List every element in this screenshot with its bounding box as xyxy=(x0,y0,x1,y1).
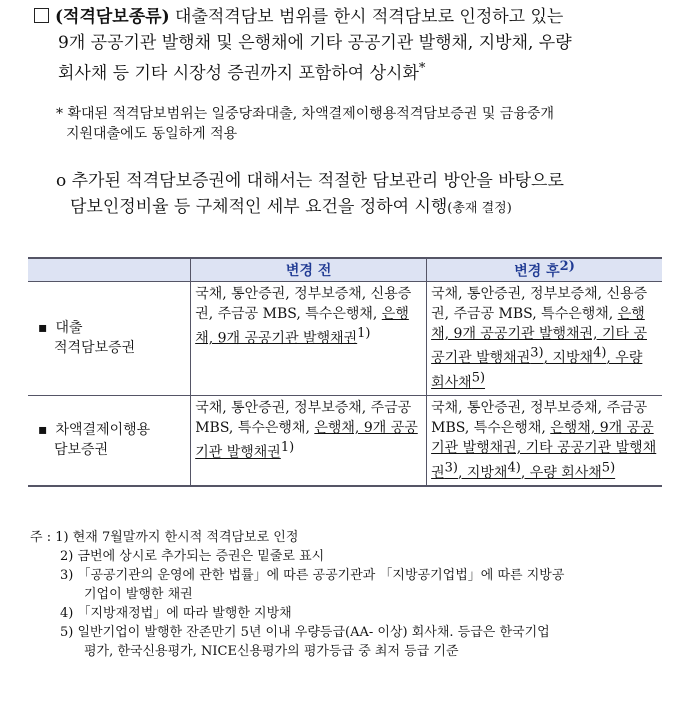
cell-after: 국채, 통안증권, 정부보증채, 주금공 MBS, 특수은행채, 은행채, 9개 공공기관 발행채권, 기타 공공기관 발행채권$^{3)}$, 지방채$^{4)}$, 우량 회사채$^{5)}$ xyxy=(427,395,662,485)
main-paragraph: (적격담보종류) 대출적격담보 범위를 한시 적격담보로 인정하고 있는 9개 공공기관 발행채 및 은행채에 기타 공공기관 발행채, 지방채, 우량 회사채 등 기타 시장성 증권까지 포함하여 상시화* xyxy=(34,4,664,87)
table-row xyxy=(28,281,662,395)
header-after: 변경 후$^{2)}$ xyxy=(427,258,662,281)
table-header-empty xyxy=(28,258,191,281)
cell-after: 국채, 통안증권, 정부보증채, 신용증권, 주금공 MBS, 특수은행채, 은행채, 9개 공공기관 발행채권, 기타 공공기관 발행채권$^{3)}$, 지방채$^{4)}$, 우량 회사채$^{5)}$ xyxy=(427,281,662,395)
cell-before: 국채, 통안증권, 정부보증채, 주금공 MBS, 특수은행채, 은행채, 9개 공공기관 발행채권$^{1)}$ xyxy=(191,395,427,485)
section-heading: (적격담보종류) xyxy=(55,7,170,27)
footnotes: 주 : 1) 현재 7월말까지 한시적 적격담보로 인정 2) 금번에 상시로 추가되는 증권은 밑줄로 표시 3) 「공공기관의 운영에 관한 법률」에 따른 공공기관과 「지방공기업법」에 따른 지방공 기업이 발행한 채권 4) 「지방재정법」에 따라 발행한 지방채 5) 일반기업이 발행한 잔존만기 5년 이내 우량등급(AA- 이상) 회사채. 등급은 한국기업 평가, 한국신용평가, NICE신용평가의 평가등급 중 최저 등급 기준 xyxy=(30,530,565,659)
row-label: ▪ 대출 적격담보증권 xyxy=(28,281,191,395)
row-label: ▪ 차액결제이행용 담보증권 xyxy=(28,395,191,485)
cell-before: 국채, 통안증권, 정부보증채, 신용증권, 주금공 MBS, 특수은행채, 은행채, 9개 공공기관 발행채권$^{1)}$ xyxy=(191,281,427,395)
footnote-note: * 확대된 적격담보범위는 일중당좌대출, 차액결제이행용적격담보증권 및 금융중개 지원대출에도 동일하게 적용 xyxy=(56,106,554,142)
comparison-table xyxy=(28,257,662,487)
sub-paragraph: o 추가된 적격담보증권에 대해서는 적절한 담보관리 방안을 바탕으로 담보인정비율 등 구체적인 세부 요건을 정하여 시행(총재 결정) xyxy=(56,171,564,217)
table-row xyxy=(28,395,662,485)
empty-square-icon xyxy=(34,8,49,23)
header-before: 변경 전 xyxy=(191,258,427,281)
